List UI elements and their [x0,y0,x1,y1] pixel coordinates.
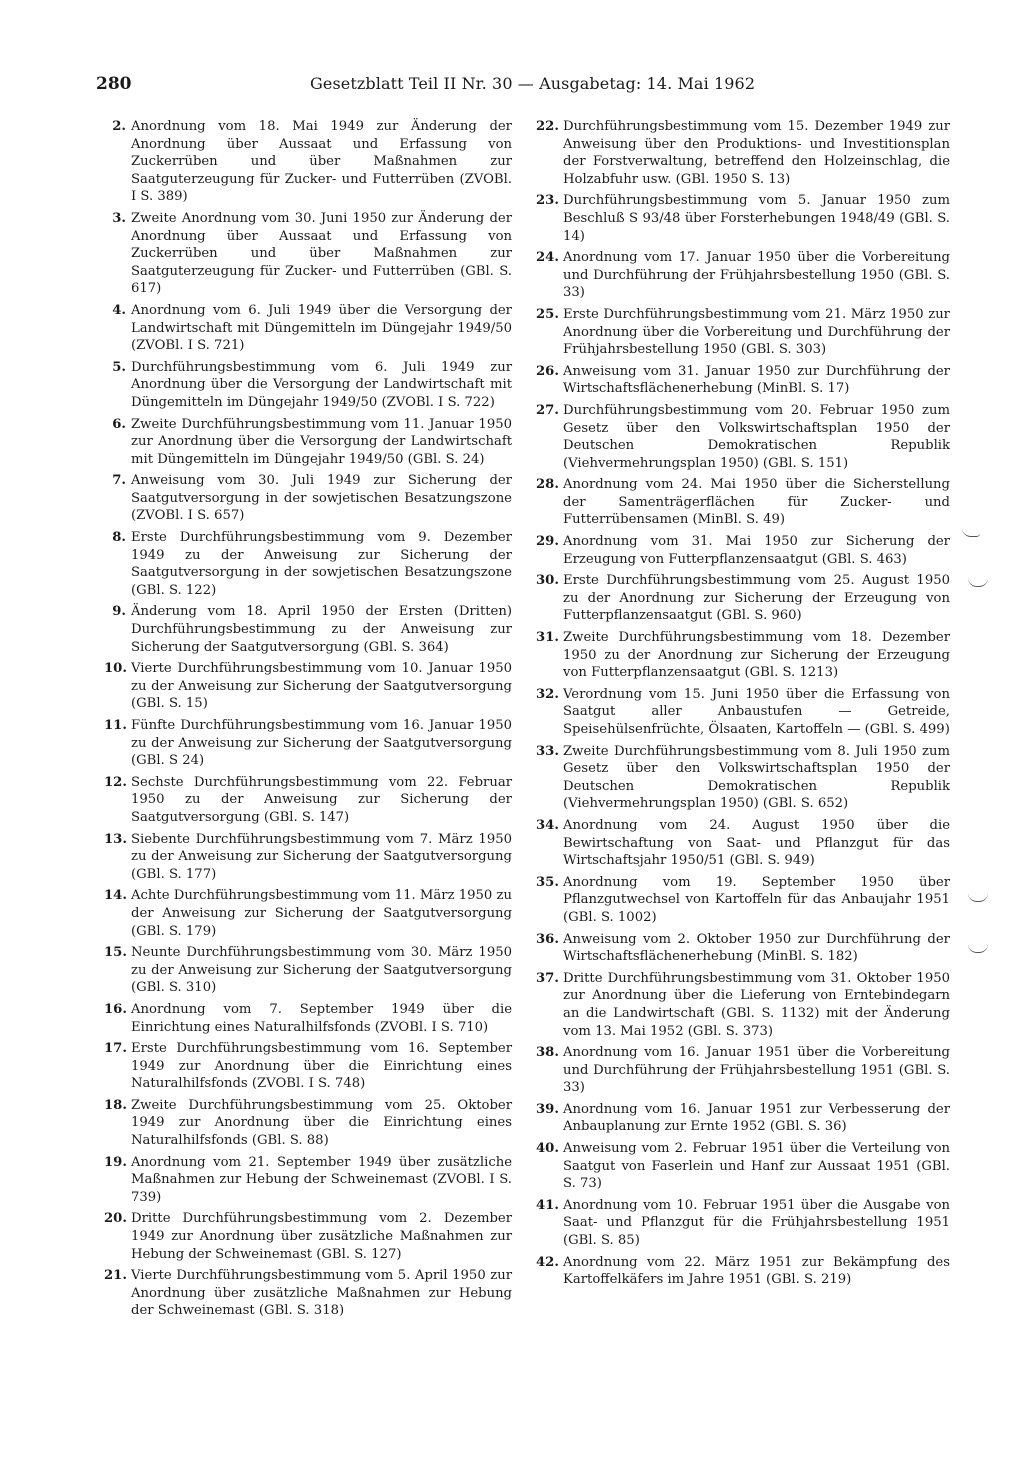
item-text: Anordnung vom 18. Mai 1949 zur Änderung der Anordnung über Aussaat und Erfassung von Zuckerrüben und über Maßnahmen zur Saatguterzeugung für Zucker- und Futterrüben (ZVOBl. I S. 389) [131,119,512,205]
item-text: Durchführungsbestimmung vom 6. Juli 1949 zur Anordnung über die Versorgung der Landwirtschaft mit Düngemitteln im Düngejahr 1949/50 (ZVOBl. I S. 722) [131,359,512,410]
list-item [536,533,950,568]
item-text: Zweite Durchführungsbestimmung vom 18. Dezember 1950 zu der Anordnung zur Sicherung der Erzeugung von Futterpflanzensaatgut (GBl. S. 1213) [563,630,950,681]
item-number: 12. [104,774,127,790]
item-number: 19. [104,1154,127,1170]
header-title: Gesetzblatt Teil II Nr. 30 — Ausgabetag: 14. Mai 1962 [310,74,756,93]
list-item [104,302,512,355]
item-text: Anordnung vom 17. Januar 1950 über die Vorbereitung und Durchführung der Frühjahrsbestellung 1950 (GBl. S. 33) [563,250,950,301]
list-item [536,572,950,625]
list-item [104,210,512,298]
item-number: 37. [536,970,559,986]
item-text: Anweisung vom 30. Juli 1949 zur Sicherung der Saatgutversorgung in der sowjetischen Besatzungszone (ZVOBl. I S. 657) [131,473,512,524]
page-number: 280 [96,74,132,94]
item-number: 28. [536,477,559,493]
list-item [104,1097,512,1150]
list-item [536,306,950,359]
list-item [104,603,512,656]
list-item [536,931,950,966]
margin-mark [968,578,988,587]
item-text: Durchführungsbestimmung vom 20. Februar 1950 zum Gesetz über den Volkswirtschaftsplan 1950 der Deutschen Demokratischen Republik (Viehvermehrungsplan 1950) (GBl. S. 151) [563,402,950,471]
list-item [104,1040,512,1093]
item-number: 8. [112,530,126,546]
item-number: 40. [536,1141,559,1157]
item-text: Anordnung vom 6. Juli 1949 über die Versorgung der Landwirtschaft mit Düngemitteln im Düngejahr 1949/50 (ZVOBl. I S. 721) [131,302,512,354]
item-number: 23. [536,193,559,209]
item-number: 22. [536,119,559,134]
item-number: 34. [536,817,559,833]
item-text: Achte Durchführungsbestimmung vom 11. März 1950 zu der Anweisung zur Sicherung der Saatgutversorgung (GBl. S. 179) [131,888,512,939]
item-text: Erste Durchführungsbestimmung vom 21. März 1950 zur Anordnung über die Vorbereitung und Durchführung der Frühjahrsbestellung 1950 (GBl. S. 303) [563,306,950,358]
margin-mark [962,528,980,537]
right-column [536,118,950,1293]
item-text: Verordnung vom 15. Juni 1950 über die Erfassung von Saatgut aller Anbaustufen — Getreide, Speisehülsenfrüchte, Ölsaaten, Kartoffeln — (GBl. S. 499) [563,686,950,737]
list-item [104,944,512,997]
item-number: 41. [536,1197,559,1213]
item-text: Anordnung vom 10. Februar 1951 über die Ausgabe von Saat- und Pflanzgut für die Frühjahrsbestellung 1951 (GBl. S. 85) [563,1197,950,1249]
list-item [536,363,950,398]
item-number: 36. [536,931,559,947]
page-header [96,74,966,98]
list-item [536,970,950,1040]
item-number: 6. [112,416,126,432]
item-number: 31. [536,630,559,646]
item-text: Anordnung vom 24. August 1950 über die Bewirtschaftung von Saat- und Pflanzgut für das Wirtschaftsjahr 1950/51 (GBl. S. 949) [563,817,950,869]
list-item [104,1001,512,1036]
item-number: 25. [536,306,559,322]
list-item [104,660,512,713]
item-number: 15. [104,945,127,961]
item-number: 29. [536,534,559,550]
item-number: 32. [536,686,559,702]
item-number: 14. [104,888,127,904]
list-item [104,774,512,827]
list-item [536,192,950,245]
list-item [536,118,950,188]
item-text: Anweisung vom 2. Februar 1951 über die Verteilung von Saatgut von Faserlein und Hanf zur Aussaat 1951 (GBl. S. 73) [563,1141,950,1192]
item-number: 30. [536,573,559,589]
margin-mark [968,944,988,953]
item-text: Neunte Durchführungsbestimmung vom 30. März 1950 zu der Anweisung zur Sicherung der Saatgutversorgung (GBl. S. 310) [131,945,512,996]
item-number: 2. [112,119,126,134]
list-item [104,887,512,940]
list-item [104,416,512,469]
left-column [104,118,512,1324]
item-number: 38. [536,1045,559,1061]
item-text: Änderung vom 18. April 1950 der Ersten (Dritten) Durchführungsbestimmung zu der Anweisung zur Sicherung der Saatgutversorgung (GBl. S. 364) [131,604,512,655]
list-item [536,743,950,813]
list-item [536,629,950,682]
list-item [536,1044,950,1097]
list-item [104,1267,512,1320]
item-text: Durchführungsbestimmung vom 15. Dezember 1949 zur Anweisung über den Produktions- und Investitionsplan der Forstverwaltung, betreffend den Holzeinschlag, die Holzabfuhr usw. (GBl. 1950 S. 13) [563,119,950,187]
list-item [104,1210,512,1263]
item-number: 33. [536,743,559,759]
item-number: 13. [104,831,127,847]
item-text: Dritte Durchführungsbestimmung vom 31. Oktober 1950 zur Anordnung über die Lieferung von Erntebindegarn an die Landwirtschaft (GBl. S. 1132) mit der Änderung vom 13. Mai 1952 (GBl. S. 373) [563,970,950,1039]
item-text: Fünfte Durchführungsbestimmung vom 16. Januar 1950 zu der Anweisung zur Sicherung der Saatgutversorgung (GBl. S 24) [131,718,512,769]
item-number: 35. [536,874,559,890]
item-number: 4. [112,302,126,318]
list-item [536,1197,950,1250]
item-number: 27. [536,402,559,418]
item-text: Anordnung vom 21. September 1949 über zusätzliche Maßnahmen zur Hebung der Schweinemast (ZVOBl. I S. 739) [131,1154,512,1205]
item-number: 21. [104,1268,127,1284]
list-item [104,118,512,206]
item-text: Zweite Durchführungsbestimmung vom 25. Oktober 1949 zur Anordnung über die Einrichtung eines Naturalhilfsfonds (GBl. S. 88) [131,1097,512,1149]
item-number: 42. [536,1254,559,1270]
item-text: Erste Durchführungsbestimmung vom 16. September 1949 zur Anordnung über die Einrichtung eines Naturalhilfsfonds (ZVOBl. I S. 748) [131,1041,512,1092]
item-text: Erste Durchführungsbestimmung vom 25. August 1950 zu der Anordnung zur Sicherung der Erzeugung von Futterpflanzensaatgut (GBl. S. 960) [563,573,950,624]
list-item [104,1154,512,1207]
list-item [536,476,950,529]
item-text: Anweisung vom 31. Januar 1950 zur Durchführung der Wirtschaftsflächenerhebung (MinBl. S. 17) [563,363,950,397]
item-text: Zweite Anordnung vom 30. Juni 1950 zur Änderung der Anordnung über Aussaat und Erfassung von Zuckerrüben und über Maßnahmen zur Saatguterzeugung für Zucker- und Futterrüben (GBl. S. 617) [131,210,512,297]
item-number: 11. [104,718,127,733]
item-number: 9. [112,604,126,620]
list-item [536,817,950,870]
item-text: Zweite Durchführungsbestimmung vom 11. Januar 1950 zur Anordnung über die Versorgung der Landwirtschaft mit Düngemitteln im Düngejahr 1949/50 (GBl. S. 24) [131,416,512,467]
item-number: 10. [104,661,127,677]
item-number: 24. [536,250,559,266]
item-text: Anordnung vom 19. September 1950 über Pflanzgutwechsel von Kartoffeln für das Anbaujahr 1951 (GBl. S. 1002) [563,874,950,925]
list-item [536,249,950,302]
item-text: Anordnung vom 31. Mai 1950 zur Sicherung der Erzeugung von Futterpflanzensaatgut (GBl. S. 463) [563,534,950,567]
list-item [104,472,512,525]
item-text: Anweisung vom 2. Oktober 1950 zur Durchführung der Wirtschaftsflächenerhebung (MinBl. S. 182) [563,931,950,965]
item-text: Siebente Durchführungsbestimmung vom 7. März 1950 zu der Anweisung zur Sicherung der Saatgutversorgung (GBl. S. 177) [131,831,512,882]
margin-mark [968,893,988,902]
item-number: 39. [536,1101,559,1117]
item-text: Vierte Durchführungsbestimmung vom 10. Januar 1950 zu der Anweisung zur Sicherung der Saatgutversorgung (GBl. S. 15) [131,661,512,712]
list-item [104,359,512,412]
item-text: Anordnung vom 7. September 1949 über die Einrichtung eines Naturalhilfsfonds (ZVOBl. I S. 710) [131,1001,512,1035]
item-number: 7. [112,473,126,489]
item-text: Anordnung vom 22. März 1951 zur Bekämpfung des Kartoffelkäfers im Jahre 1951 (GBl. S. 219) [563,1254,950,1288]
list-item [536,402,950,472]
item-number: 3. [112,210,126,226]
list-item [536,686,950,739]
item-number: 20. [104,1211,127,1227]
list-item [536,1254,950,1289]
item-number: 26. [536,363,559,379]
list-item [104,831,512,884]
list-item [104,717,512,770]
item-number: 17. [104,1041,127,1057]
item-text: Dritte Durchführungsbestimmung vom 2. Dezember 1949 zur Anordnung über zusätzliche Maßnahmen zur Hebung der Schweinemast (GBl. S. 127) [131,1211,512,1262]
item-text: Anordnung vom 24. Mai 1950 über die Sicherstellung der Samenträgerflächen für Zucker- und Futterrübensamen (MinBl. S. 49) [563,477,950,528]
item-text: Durchführungsbestimmung vom 5. Januar 1950 zum Beschluß S 93/48 über Forsterhebungen 1948/49 (GBl. S. 14) [563,193,950,244]
item-text: Zweite Durchführungsbestimmung vom 8. Juli 1950 zum Gesetz über den Volkswirtschaftsplan 1950 der Deutschen Demokratischen Republik (Viehvermehrungsplan 1950) (GBl. S. 652) [563,743,950,812]
list-item [536,874,950,927]
list-item [536,1140,950,1193]
item-text: Sechste Durchführungsbestimmung vom 22. Februar 1950 zu der Anweisung zur Sicherung der Saatgutversorgung (GBl. S. 147) [131,774,512,825]
item-number: 16. [104,1001,127,1017]
list-item [104,529,512,599]
item-text: Vierte Durchführungsbestimmung vom 5. April 1950 zur Anordnung über zusätzliche Maßnahmen zur Hebung der Schweinemast (GBl. S. 318) [131,1268,512,1319]
item-number: 5. [112,359,126,375]
item-text: Erste Durchführungsbestimmung vom 9. Dezember 1949 zu der Anweisung zur Sicherung der Saatgutversorgung in der sowjetischen Besatzungszone (GBl. S. 122) [131,530,512,598]
item-number: 18. [104,1097,127,1113]
list-item [536,1101,950,1136]
item-text: Anordnung vom 16. Januar 1951 zur Verbesserung der Anbauplanung zur Ernte 1952 (GBl. S. 36) [563,1101,950,1135]
item-text: Anordnung vom 16. Januar 1951 über die Vorbereitung und Durchführung der Frühjahrsbestellung 1951 (GBl. S. 33) [563,1045,950,1096]
